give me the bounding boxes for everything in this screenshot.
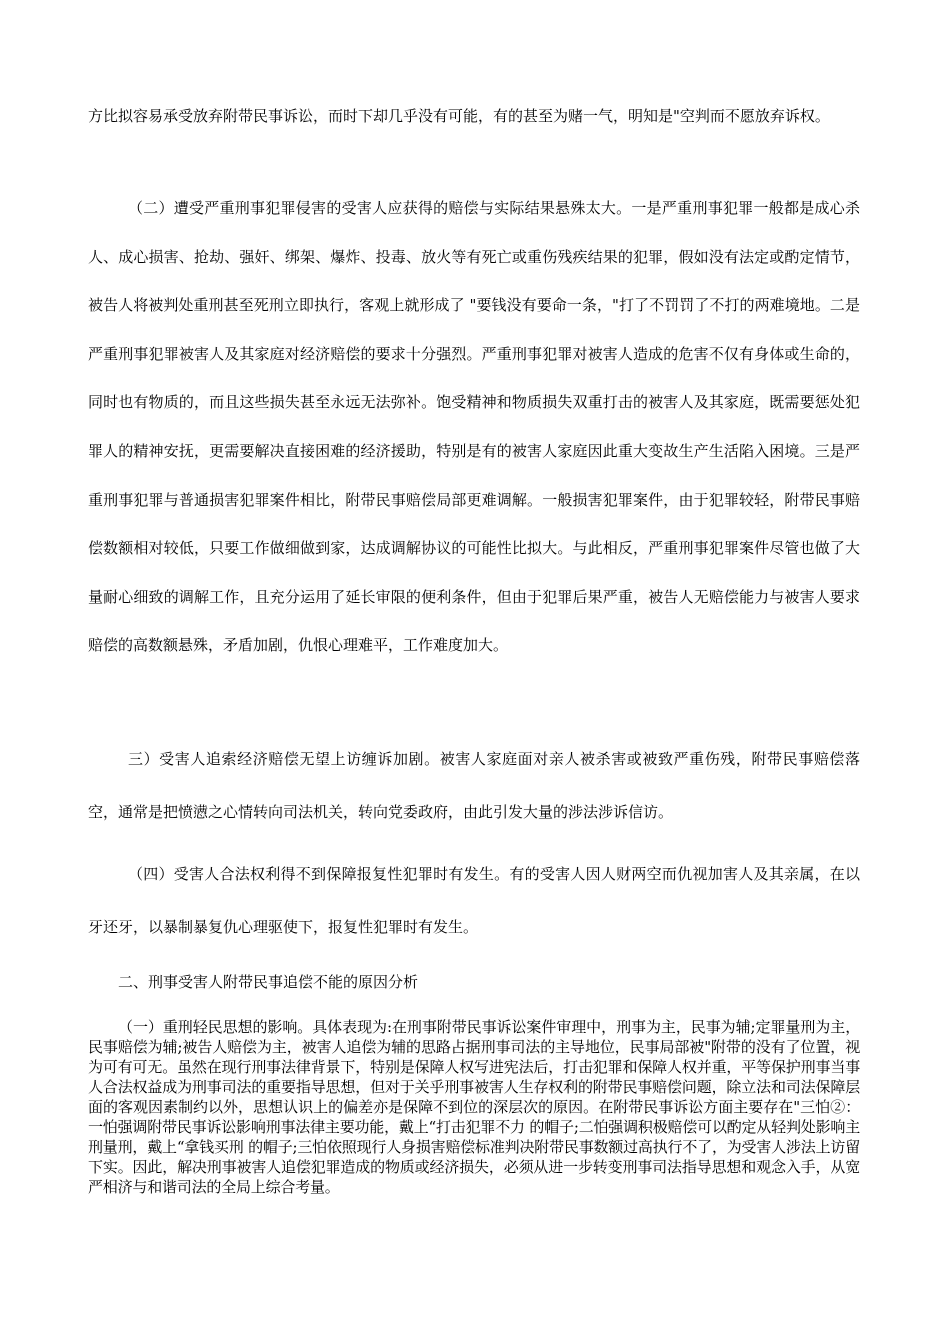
section-heading: 二、刑事受害人附带民事追偿不能的原因分析: [118, 973, 419, 991]
paragraph-section-4: （四）受害人合法权利得不到保障报复性犯罪时有发生。有的受害人因人财两空而仇视加害人及其亲属，在以牙还牙，以暴制暴复仇心理驱使下，报复性犯罪时有发生。: [88, 865, 860, 936]
paragraph-continuation: 方比拟容易承受放弃附带民事诉讼，而时下却几乎没有可能，有的甚至为赌一气，明知是"空判而不愿放弃诉权。: [88, 107, 830, 125]
paragraph-section-2: （二）遭受严重刑事犯罪侵害的受害人应获得的赔偿与实际结果悬殊太大。一是严重刑事犯罪一般都是成心杀人、成心损害、抢劫、强奸、绑架、爆炸、投毒、放火等有死亡或重伤残疾结果的犯罪，假如没有法定或酌定情节，被告人将被判处重刑甚至死刑立即执行，客观上就形成了 "要钱没有要命一条，"打了不罚罚了不打的两难境地。二是严重刑事犯罪被害人及其家庭对经济赔偿的要求十分强烈。严重刑事犯罪对被害人造成的危害不仅有身体或生命的，同时也有物质的，而且这些损失甚至永远无法弥补。饱受精神和物质损失双重打击的被害人及其家庭，既需要惩处犯罪人的精神安抚，更需要解决直接困难的经济援助，特别是有的被害人家庭因此重大变故生产生活陷入困境。三是严重刑事犯罪与普通损害犯罪案件相比，附带民事赔偿局部更难调解。一般损害犯罪案件，由于犯罪较轻，附带民事赔偿数额相对较低，只要工作做细做到家，达成调解协议的可能性比拟大。与此相反，严重刑事犯罪案件尽管也做了大量耐心细致的调解工作，且充分运用了延长审限的便利条件，但由于犯罪后果严重，被告人无赔偿能力与被害人要求赔偿的高数额悬殊，矛盾加剧，仇恨心理难平，工作难度加大。: [88, 199, 860, 655]
paragraph-cause-1: （一）重刑轻民思想的影响。具体表现为:在刑事附带民事诉讼案件审理中，刑事为主，民事为辅;定罪量刑为主，民事赔偿为辅;被告人赔偿为主，被害人追偿为辅的思路占据刑事司法的主导地位，民事局部被"附带的没有了位置，视为可有可无。虽然在现行刑事法律背景下，特别是保障人权写进宪法后，打击犯罪和保障人权并重，平等保护刑事当事人合法权益成为刑事司法的重要指导思想，但对于关乎刑事被害人生存权利的附带民事赔偿问题，除立法和司法保障层面的客观因素制约以外，思想认识上的偏差亦是保障不到位的深层次的原因。在附带民事诉讼方面主要存在"三怕②：一怕强调附带民事诉讼影响刑事法律主要功能，戴上“打击犯罪不力 的帽子;二怕强调积极赔偿可以酌定从轻判处影响主刑量刑，戴上“拿钱买刑 的帽子;三怕依照现行人身损害赔偿标准判决附带民事数额过高执行不了，为受害人涉法上访留下实。因此，解决刑事被害人追偿犯罪造成的物质或经济损失，必须从进一步转变刑事司法指导思想和观念入手，从宽严相济与和谐司法的全局上综合考量。: [88, 1018, 860, 1196]
paragraph-section-3: 三）受害人追索经济赔偿无望上访缠诉加剧。被害人家庭面对亲人被杀害或被致严重伤残，附带民事赔偿落空，通常是把愤懑之心情转向司法机关，转向党委政府，由此引发大量的涉法涉诉信访。: [88, 750, 860, 821]
